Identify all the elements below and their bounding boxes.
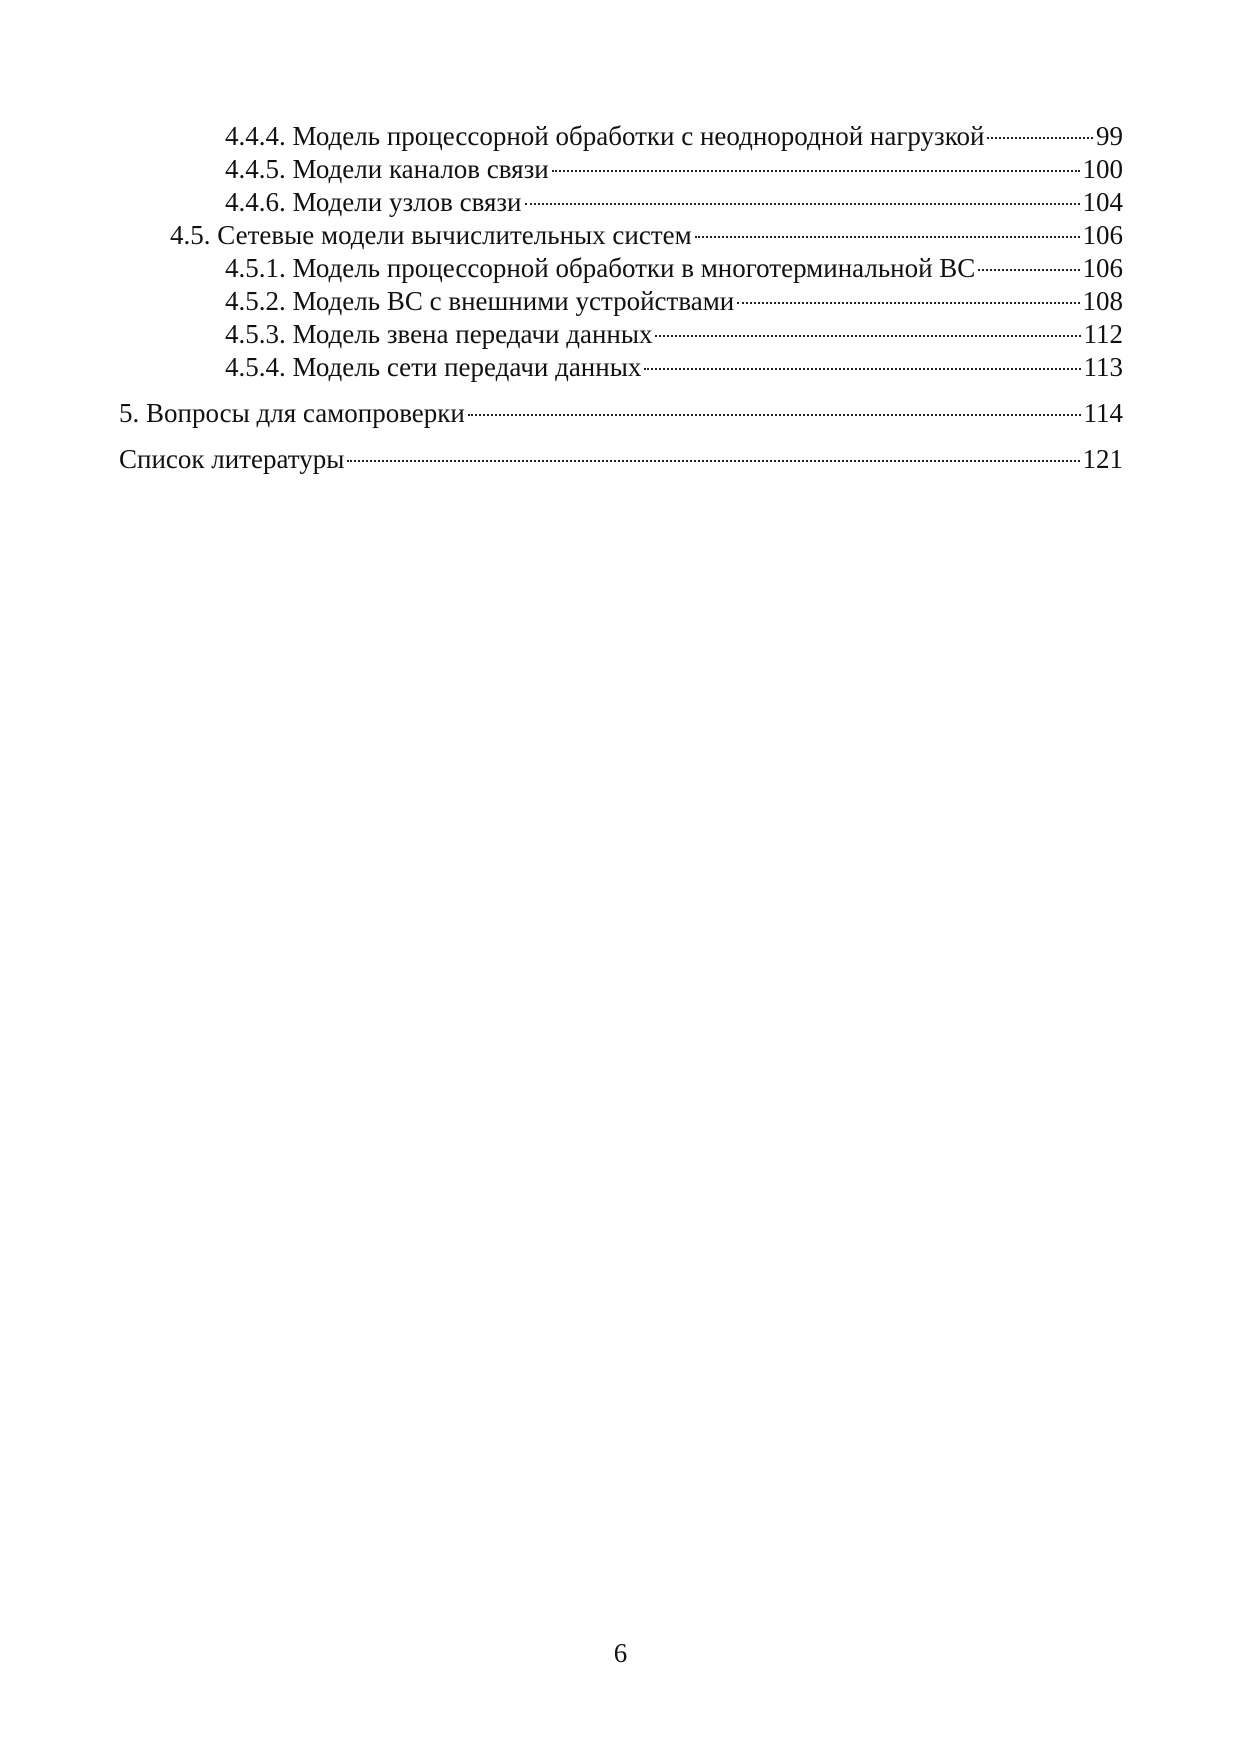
toc-leader-dots [644,368,1080,370]
toc-entry-page: 108 [1082,286,1123,316]
toc-entry-page: 99 [1096,121,1123,151]
toc-entry-title: Список литературы [119,444,345,474]
toc-leader-dots [978,269,1079,271]
toc-entry-page: 114 [1083,398,1123,428]
toc-leader-dots [655,335,1080,337]
toc-entry-page: 104 [1082,187,1123,217]
toc-entry [119,396,1123,430]
toc-entry-page: 113 [1083,352,1123,382]
toc-entry-title: 4.5.4. Модель сети передачи данных [225,352,642,382]
toc-entry [170,218,1123,252]
toc-entry-page: 106 [1082,253,1123,283]
toc-entry-title: 5. Вопросы для самопроверки [119,398,465,428]
toc-leader-dots [987,137,1093,139]
toc-leader-dots [737,302,1079,304]
toc-leader-dots [468,414,1081,416]
toc-entry [119,442,1123,476]
toc-entry [225,152,1123,186]
toc-entry [225,350,1123,384]
toc-entry [225,251,1123,285]
toc-entry [225,317,1123,351]
toc-entry-title: 4.5.2. Модель ВС с внешними устройствами [225,286,735,316]
toc-entry-title: 4.5.1. Модель процессорной обработки в многотерминальной ВС [225,253,976,283]
toc-entry-title: 4.4.6. Модели узлов связи [225,187,522,217]
toc-leader-dots [347,460,1079,462]
toc-leader-dots [552,170,1080,172]
page-number: 6 [613,1638,628,1668]
toc-entry-page: 106 [1082,220,1123,250]
toc-entry-page: 121 [1082,444,1123,474]
toc-entry [225,185,1123,219]
toc-entry-title: 4.4.4. Модель процессорной обработки с неоднородной нагрузкой [225,121,985,151]
toc-leader-dots [525,203,1080,205]
toc-entry [225,284,1123,318]
toc-entry-title: 4.5.3. Модель звена передачи данных [225,319,653,349]
toc-entry-page: 100 [1082,154,1123,184]
toc-entry [225,119,1123,153]
toc-leader-dots [695,236,1080,238]
toc-entry-title: 4.4.5. Модели каналов связи [225,154,549,184]
toc-entry-title: 4.5. Сетевые модели вычислительных систем [170,220,692,250]
toc-entry-page: 112 [1083,319,1123,349]
